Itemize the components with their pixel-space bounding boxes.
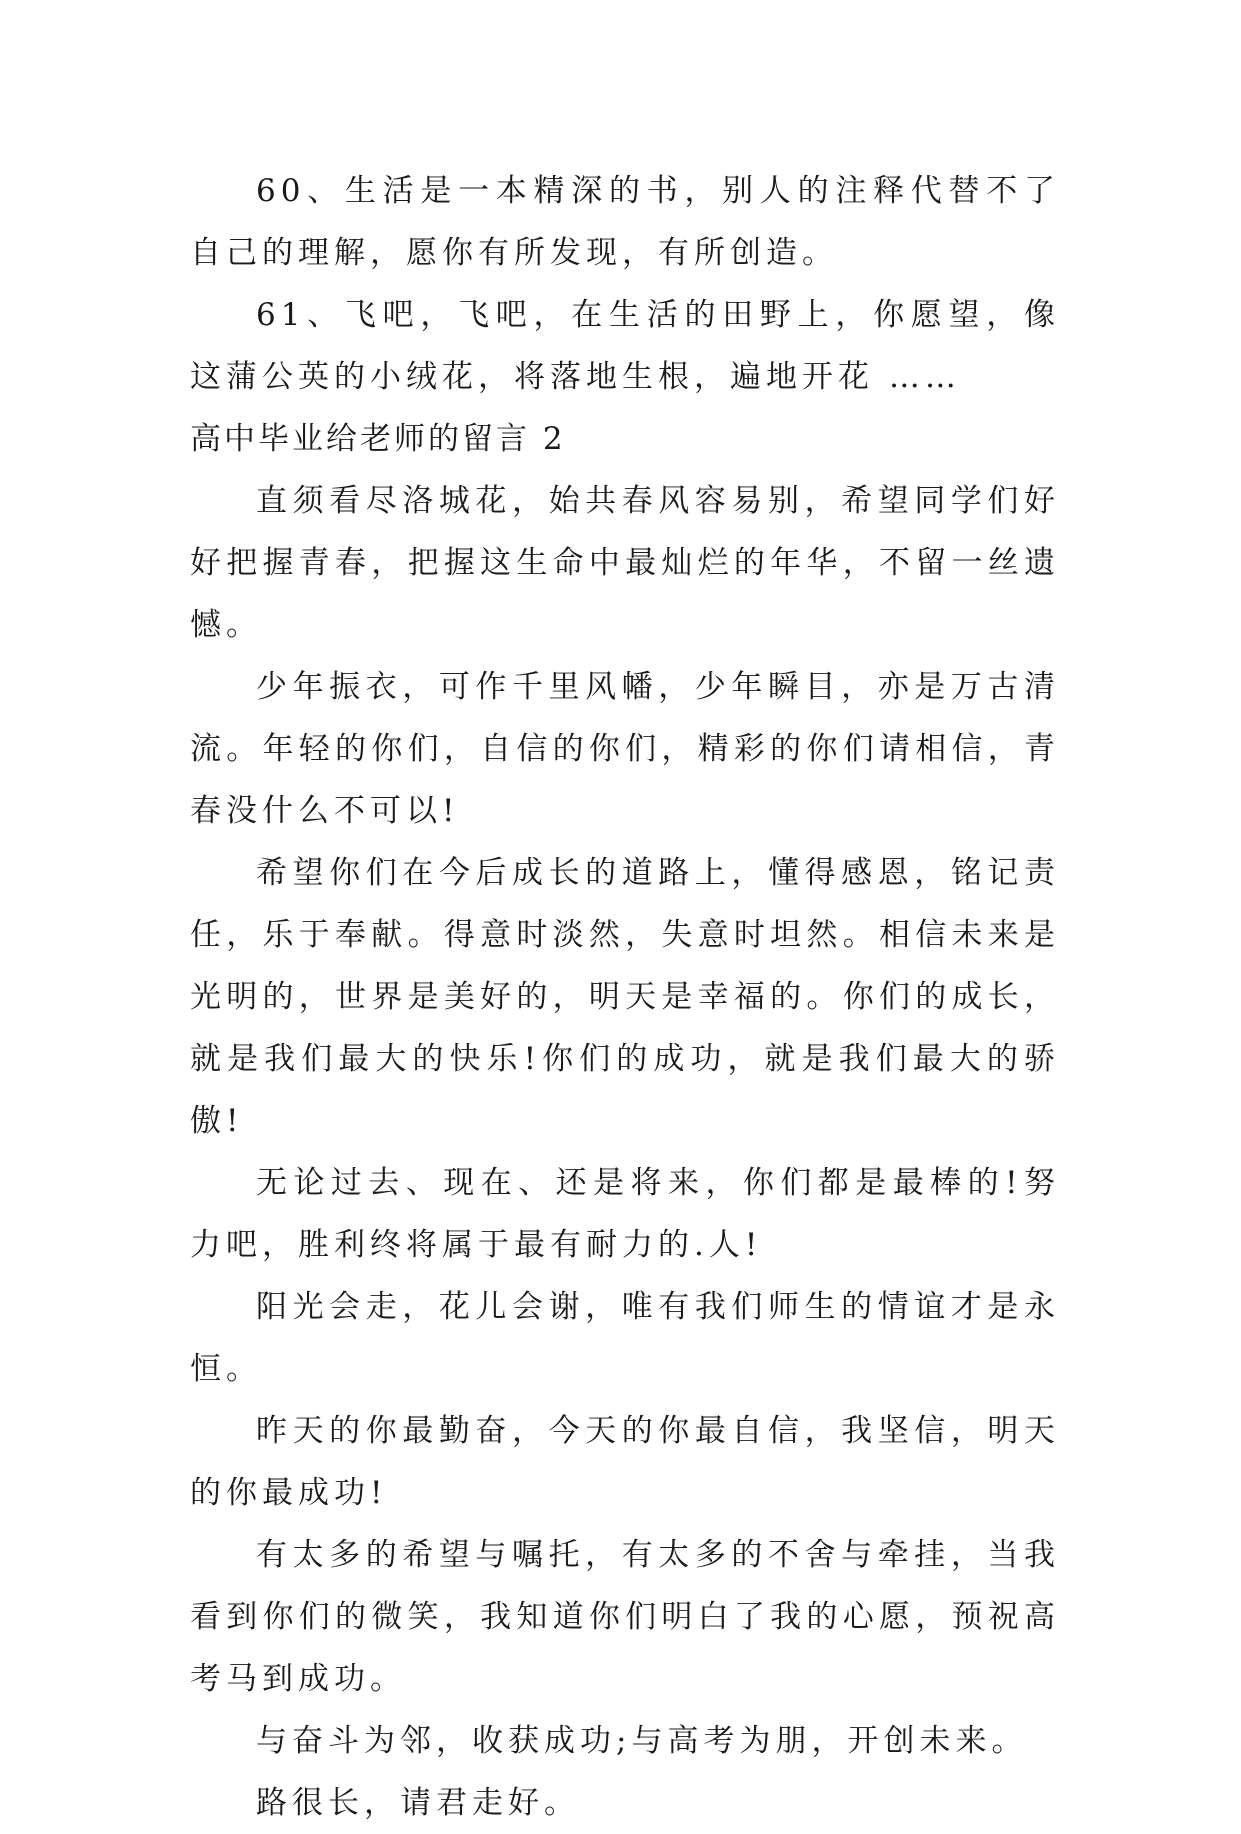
paragraph: 昨天的你最勤奋，今天的你最自信，我坚信，明天的你最成功!: [190, 1413, 1060, 1511]
section-heading: 高中毕业给老师的留言 2: [190, 421, 566, 457]
paragraph: 有太多的希望与嘱托，有太多的不舍与牵挂，当我看到你们的微笑，我知道你们明白了我的心愿，预祝高考马到成功。: [190, 1537, 1060, 1697]
paragraph: 与奋斗为邻，收获成功;与高考为朋，开创未来。: [256, 1723, 1028, 1759]
paragraph-61: 61、飞吧，飞吧，在生活的田野上，你愿望，像这蒲公英的小绒花，将落地生根，遍地开花 ……: [190, 297, 1060, 395]
paragraph: 路很长，请君走好。: [256, 1785, 580, 1821]
paragraph: 直须看尽洛城花，始共春风容易别，希望同学们好好把握青春，把握这生命中最灿烂的年华，不留一丝遗憾。: [190, 483, 1060, 643]
document-body: [190, 160, 1060, 1834]
paragraph: 阳光会走，花儿会谢，唯有我们师生的情谊才是永恒。: [190, 1289, 1060, 1387]
paragraph: 希望你们在今后成长的道路上，懂得感恩，铭记责任，乐于奉献。得意时淡然，失意时坦然。相信未来是光明的，世界是美好的，明天是幸福的。你们的成长，就是我们最大的快乐!你们的成功，就是我们最大的骄傲!: [190, 855, 1060, 1139]
paragraph: 少年振衣，可作千里风幡，少年瞬目，亦是万古清流。年轻的你们，自信的你们，精彩的你们请相信，青春没什么不可以!: [190, 669, 1060, 829]
paragraph: 无论过去、现在、还是将来，你们都是最棒的!努力吧，胜利终将属于最有耐力的.人!: [190, 1165, 1060, 1263]
paragraph-60: 60、生活是一本精深的书，别人的注释代替不了自己的理解，愿你有所发现，有所创造。: [190, 173, 1060, 271]
